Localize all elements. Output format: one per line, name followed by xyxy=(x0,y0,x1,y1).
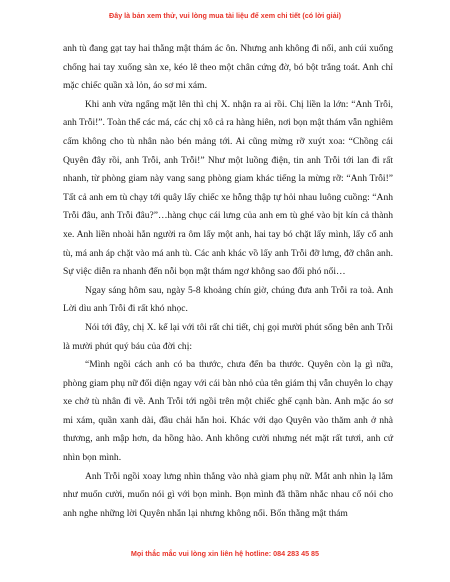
paragraph: “Mình ngồi cách anh có ba thước, chưa đến ba thước. Quyên còn lạ gì nữa, phòng giam phụ nữ đối diện ngay với cái bàn nhỏ của tên giám thị vẫn chuyên lo chạy xe chở tù nhân đi về. Anh Trỗi tới ngồi trên một chiếc ghế cạnh bàn. Anh mặc áo sơ mi xám, quần xanh dài, đầu chải hẳn hoi. Khác với dạo Quyên vào thăm anh ở nhà thương, anh mập hơn, da hồng hào. Anh không cười nhưng nét mặt rất tươi, anh cứ nhìn bọn mình. xyxy=(63,359,393,464)
paragraph: Ngay sáng hôm sau, ngày 5-8 khoảng chín giờ, chúng đưa anh Trỗi ra toà. Anh Lời dìu anh Trỗi đi rất khó nhọc. xyxy=(63,284,393,315)
paragraph: Nói tới đây, chị X. kể lại với tôi rất chi tiết, chị gọi mười phút sống bên anh Trỗi là mười phút quý báu của đời chị: xyxy=(63,321,393,352)
paragraph: Khi anh vừa ngẩng mặt lên thì chị X. nhận ra ai rồi. Chị liền la lớn: “Anh Trỗi, anh Trỗi!”. Toàn thể các má, các chị xô cả ra hàng hiên, nơi bọn mật thám vẫn nghiêm cấm không cho tù nhân nào bén mảng tới. Ai cũng mừng rỡ xuýt xoa: “Chồng cái Quyên đây rồi, anh Trỗi, anh Trỗi!” Như một luồng điện, tin anh Trỗi tới lan đi rất nhanh, từ phòng giam này vang sang phòng giam khác tiếng la mừng rỡ: “Anh Trỗi!” Tất cả anh em tù chạy tới quây lấy chiếc xe hỗng thập tự hỏi nhau luông cuồng: “Anh Trỗi đâu, anh Trỗi đâu?”…hàng chục cái lưng của anh em tù ghé vào bịt kín cả thành xe. Anh liền nhoài hẳn người ra ôm lấy một anh, hai tay bó chặt lấy mình, lấy cổ anh tù, má anh áp chặt vào má anh tù. Các anh khác vồ lấy anh Trỗi đỡ lưng, đỡ chân anh. Sự việc diễn ra nhanh đến nỗi bọn mật thám ngơ không sao đối phó nổi… xyxy=(63,98,393,278)
document-body xyxy=(63,40,393,523)
paragraph: anh tù đang gạt tay hai thằng mật thám ác ôn. Nhưng anh không đi nổi, anh cúi xuống chống hai tay xuống sàn xe, kéo lê theo một chân cứng đờ, bó bột trắng toát. Anh chỉ mặc chiếc quần xà lỏn, áo sơ mi xám. xyxy=(63,43,393,92)
hotline-contact-banner: Mọi thắc mắc vui lòng xin liên hệ hotline: 084 283 45 85 xyxy=(130,549,320,558)
paragraph: Anh Trỗi ngồi xoay lưng nhìn thẳng vào nhà giam phụ nữ. Mắt anh nhìn lạ lắm như muốn cười, muốn nói gì với bọn mình. Bọn mình đã thầm nhắc nhau cố nói cho anh nghe những lời Quyên nhắn lại nhưng không nổi. Bốn thằng mật thám xyxy=(63,470,393,519)
preview-notice-banner: Đây là bản xem thử, vui lòng mua tài liệu để xem chi tiết (có lời giải) xyxy=(109,11,341,20)
